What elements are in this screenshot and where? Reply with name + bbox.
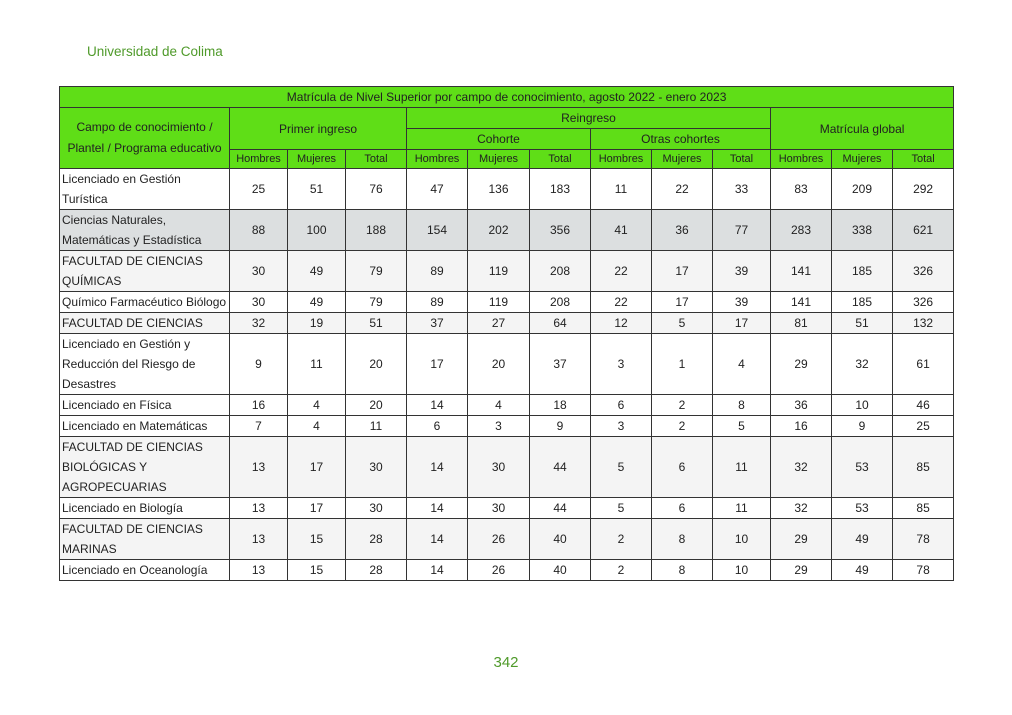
cell-value: 13 — [230, 519, 288, 560]
table-row — [60, 210, 954, 251]
cell-value: 22 — [652, 169, 713, 210]
cell-value: 20 — [346, 395, 407, 416]
cell-value: 10 — [832, 395, 893, 416]
cell-value: 83 — [771, 169, 832, 210]
row-label: Licenciado en Oceanología — [60, 560, 230, 581]
cell-value: 39 — [713, 251, 771, 292]
cell-value: 326 — [893, 251, 954, 292]
group-cohorte: Cohorte — [407, 129, 591, 150]
cell-value: 30 — [346, 437, 407, 498]
cell-value: 36 — [652, 210, 713, 251]
cell-value: 3 — [468, 416, 530, 437]
row-label: FACULTAD DE CIENCIAS QUÍMICAS — [60, 251, 230, 292]
cell-value: 6 — [652, 498, 713, 519]
table-row — [60, 519, 954, 560]
cell-value: 32 — [230, 313, 288, 334]
cell-value: 4 — [713, 334, 771, 395]
cell-value: 17 — [652, 251, 713, 292]
cell-value: 77 — [713, 210, 771, 251]
cell-value: 3 — [591, 416, 652, 437]
enrollment-table — [59, 86, 954, 581]
cell-value: 78 — [893, 560, 954, 581]
cell-value: 9 — [530, 416, 591, 437]
subheader-t: Total — [713, 150, 771, 169]
cell-value: 4 — [288, 416, 346, 437]
table-row — [60, 560, 954, 581]
cell-value: 6 — [591, 395, 652, 416]
cell-value: 22 — [591, 251, 652, 292]
cell-value: 25 — [230, 169, 288, 210]
row-label: Licenciado en Gestión y Reducción del Riesgo de Desastres — [60, 334, 230, 395]
first-column-header: Campo de conocimiento / Plantel / Programa educativo — [60, 108, 230, 169]
cell-value: 19 — [288, 313, 346, 334]
cell-value: 185 — [832, 251, 893, 292]
cell-value: 7 — [230, 416, 288, 437]
cell-value: 46 — [893, 395, 954, 416]
cell-value: 22 — [591, 292, 652, 313]
table-row — [60, 169, 954, 210]
cell-value: 14 — [407, 395, 468, 416]
cell-value: 14 — [407, 437, 468, 498]
cell-value: 49 — [288, 292, 346, 313]
institution-name: Universidad de Colima — [87, 44, 223, 59]
cell-value: 11 — [346, 416, 407, 437]
cell-value: 85 — [893, 437, 954, 498]
subheader-h: Hombres — [591, 150, 652, 169]
cell-value: 13 — [230, 560, 288, 581]
cell-value: 37 — [530, 334, 591, 395]
cell-value: 30 — [468, 437, 530, 498]
cell-value: 44 — [530, 437, 591, 498]
cell-value: 4 — [288, 395, 346, 416]
cell-value: 10 — [713, 560, 771, 581]
cell-value: 44 — [530, 498, 591, 519]
cell-value: 5 — [652, 313, 713, 334]
cell-value: 29 — [771, 560, 832, 581]
cell-value: 85 — [893, 498, 954, 519]
cell-value: 32 — [832, 334, 893, 395]
cell-value: 51 — [288, 169, 346, 210]
cell-value: 14 — [407, 560, 468, 581]
cell-value: 30 — [230, 292, 288, 313]
cell-value: 17 — [407, 334, 468, 395]
cell-value: 283 — [771, 210, 832, 251]
cell-value: 185 — [832, 292, 893, 313]
cell-value: 326 — [893, 292, 954, 313]
table-row — [60, 313, 954, 334]
subheader-h: Hombres — [407, 150, 468, 169]
cell-value: 100 — [288, 210, 346, 251]
cell-value: 12 — [591, 313, 652, 334]
row-label: Licenciado en Biología — [60, 498, 230, 519]
cell-value: 51 — [832, 313, 893, 334]
cell-value: 9 — [832, 416, 893, 437]
table-row — [60, 395, 954, 416]
cell-value: 2 — [652, 416, 713, 437]
cell-value: 79 — [346, 251, 407, 292]
cell-value: 15 — [288, 560, 346, 581]
table-row — [60, 416, 954, 437]
cell-value: 49 — [832, 519, 893, 560]
cell-value: 11 — [713, 437, 771, 498]
cell-value: 37 — [407, 313, 468, 334]
cell-value: 292 — [893, 169, 954, 210]
cell-value: 30 — [468, 498, 530, 519]
cell-value: 1 — [652, 334, 713, 395]
cell-value: 141 — [771, 251, 832, 292]
cell-value: 14 — [407, 519, 468, 560]
cell-value: 20 — [346, 334, 407, 395]
cell-value: 2 — [591, 519, 652, 560]
cell-value: 11 — [288, 334, 346, 395]
cell-value: 183 — [530, 169, 591, 210]
table-row — [60, 498, 954, 519]
cell-value: 8 — [652, 519, 713, 560]
cell-value: 16 — [771, 416, 832, 437]
cell-value: 209 — [832, 169, 893, 210]
cell-value: 32 — [771, 498, 832, 519]
cell-value: 51 — [346, 313, 407, 334]
cell-value: 26 — [468, 560, 530, 581]
subheader-m: Mujeres — [652, 150, 713, 169]
cell-value: 53 — [832, 498, 893, 519]
cell-value: 89 — [407, 251, 468, 292]
cell-value: 208 — [530, 251, 591, 292]
cell-value: 5 — [713, 416, 771, 437]
cell-value: 33 — [713, 169, 771, 210]
cell-value: 88 — [230, 210, 288, 251]
cell-value: 11 — [713, 498, 771, 519]
cell-value: 49 — [832, 560, 893, 581]
cell-value: 2 — [591, 560, 652, 581]
cell-value: 27 — [468, 313, 530, 334]
subheader-t: Total — [530, 150, 591, 169]
cell-value: 47 — [407, 169, 468, 210]
cell-value: 202 — [468, 210, 530, 251]
cell-value: 14 — [407, 498, 468, 519]
cell-value: 11 — [591, 169, 652, 210]
cell-value: 17 — [652, 292, 713, 313]
cell-value: 17 — [713, 313, 771, 334]
cell-value: 154 — [407, 210, 468, 251]
cell-value: 30 — [230, 251, 288, 292]
cell-value: 32 — [771, 437, 832, 498]
table-title: Matrícula de Nivel Superior por campo de conocimiento, agosto 2022 - enero 2023 — [60, 87, 954, 108]
cell-value: 39 — [713, 292, 771, 313]
table-row — [60, 251, 954, 292]
cell-value: 61 — [893, 334, 954, 395]
cell-value: 9 — [230, 334, 288, 395]
cell-value: 6 — [652, 437, 713, 498]
subheader-t: Total — [346, 150, 407, 169]
cell-value: 141 — [771, 292, 832, 313]
cell-value: 89 — [407, 292, 468, 313]
cell-value: 8 — [713, 395, 771, 416]
cell-value: 81 — [771, 313, 832, 334]
cell-value: 36 — [771, 395, 832, 416]
row-label: FACULTAD DE CIENCIAS MARINAS — [60, 519, 230, 560]
group-primer-ingreso: Primer ingreso — [230, 108, 407, 150]
cell-value: 28 — [346, 560, 407, 581]
cell-value: 13 — [230, 498, 288, 519]
row-label: Químico Farmacéutico Biólogo — [60, 292, 230, 313]
cell-value: 30 — [346, 498, 407, 519]
page-number: 342 — [493, 654, 519, 671]
subheader-m: Mujeres — [468, 150, 530, 169]
cell-value: 132 — [893, 313, 954, 334]
cell-value: 78 — [893, 519, 954, 560]
row-label: FACULTAD DE CIENCIAS — [60, 313, 230, 334]
cell-value: 621 — [893, 210, 954, 251]
table-row — [60, 437, 954, 498]
cell-value: 13 — [230, 437, 288, 498]
cell-value: 25 — [893, 416, 954, 437]
group-otras-cohortes: Otras cohortes — [591, 129, 771, 150]
cell-value: 40 — [530, 519, 591, 560]
row-label: Ciencias Naturales, Matemáticas y Estadística — [60, 210, 230, 251]
cell-value: 40 — [530, 560, 591, 581]
cell-value: 49 — [288, 251, 346, 292]
cell-value: 10 — [713, 519, 771, 560]
cell-value: 338 — [832, 210, 893, 251]
cell-value: 356 — [530, 210, 591, 251]
cell-value: 76 — [346, 169, 407, 210]
cell-value: 41 — [591, 210, 652, 251]
cell-value: 2 — [652, 395, 713, 416]
group-reingreso: Reingreso — [407, 108, 771, 129]
cell-value: 15 — [288, 519, 346, 560]
cell-value: 28 — [346, 519, 407, 560]
cell-value: 53 — [832, 437, 893, 498]
cell-value: 64 — [530, 313, 591, 334]
cell-value: 29 — [771, 334, 832, 395]
cell-value: 119 — [468, 292, 530, 313]
cell-value: 17 — [288, 437, 346, 498]
row-label: FACULTAD DE CIENCIAS BIOLÓGICAS Y AGROPECUARIAS — [60, 437, 230, 498]
cell-value: 188 — [346, 210, 407, 251]
cell-value: 18 — [530, 395, 591, 416]
group-matricula-global: Matrícula global — [771, 108, 954, 150]
table-row — [60, 292, 954, 313]
cell-value: 5 — [591, 498, 652, 519]
table-row — [60, 334, 954, 395]
subheader-m: Mujeres — [288, 150, 346, 169]
row-label: Licenciado en Física — [60, 395, 230, 416]
cell-value: 4 — [468, 395, 530, 416]
subheader-h: Hombres — [771, 150, 832, 169]
row-label: Licenciado en Matemáticas — [60, 416, 230, 437]
subheader-t: Total — [893, 150, 954, 169]
cell-value: 20 — [468, 334, 530, 395]
cell-value: 5 — [591, 437, 652, 498]
subheader-m: Mujeres — [832, 150, 893, 169]
cell-value: 3 — [591, 334, 652, 395]
cell-value: 79 — [346, 292, 407, 313]
cell-value: 17 — [288, 498, 346, 519]
cell-value: 208 — [530, 292, 591, 313]
row-label: Licenciado en Gestión Turística — [60, 169, 230, 210]
cell-value: 16 — [230, 395, 288, 416]
cell-value: 136 — [468, 169, 530, 210]
subheader-h: Hombres — [230, 150, 288, 169]
cell-value: 8 — [652, 560, 713, 581]
cell-value: 26 — [468, 519, 530, 560]
cell-value: 6 — [407, 416, 468, 437]
cell-value: 119 — [468, 251, 530, 292]
cell-value: 29 — [771, 519, 832, 560]
